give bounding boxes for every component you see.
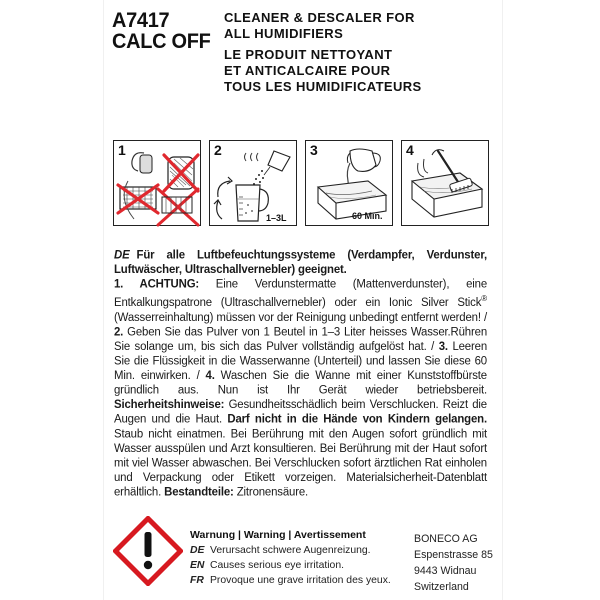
registered-mark: ® <box>481 293 487 304</box>
ingredients-text: Zitronensäure. <box>236 485 309 499</box>
no-mat-no-cartridge-icon <box>114 141 202 227</box>
step-2-caption: 1–3L <box>266 213 287 223</box>
company-name: BONECO AG <box>414 533 478 545</box>
desc-fr-line-3: TOUS LES HUMIDIFICATEURS <box>224 79 422 94</box>
step-1-text: Eine Verdunstermatte (Mattenverdunster), eine Entkalkungspatrone (Ultraschallvernebler) oder ein Ionic Silver Stick <box>114 278 487 310</box>
desc-fr-line-1: LE PRODUIT NETTOYANT <box>224 47 393 62</box>
instructions-text <box>114 248 487 499</box>
company-country: Switzerland <box>414 581 469 593</box>
step-4-label: 4. <box>205 369 215 382</box>
warning-text-en: Causes serious eye irritation. <box>210 560 344 571</box>
hazard-warning-section <box>113 516 493 600</box>
desc-en-line-2: ALL HUMIDIFIERS <box>224 26 344 41</box>
step-1-text-b: (Wasserreinhaltung) müssen vor der Reinigung unbedingt entfernt werden! / <box>114 311 487 324</box>
warning-title: Warnung | Warning | Avertissement <box>190 529 366 541</box>
product-code <box>112 10 211 52</box>
instruction-steps <box>113 140 488 228</box>
brush-tank-icon <box>402 141 490 227</box>
language-code: DE <box>114 249 130 262</box>
safety-text-b: Staub nicht einatmen. Bei Berührung mit den Augen sofort gründlich mit Wasser ausspülen und Arzt konsultieren. Bei Berührung mit der Haut sofort mit viel Wasser abwaschen. Bei Verschlucken sofort ärztlichen Rat einholen und Verpackung oder Etikett vorzeigen. Materialsicherheit-Datenblatt erhältlich. <box>114 427 487 499</box>
company-street: Espenstrasse 85 <box>414 549 493 561</box>
step-4-number: 4 <box>406 142 414 158</box>
safety-label: Sicherheitshinweise: <box>114 398 225 412</box>
step-4 <box>401 140 489 226</box>
step-1-number: 1 <box>118 142 126 158</box>
company-address <box>414 531 493 595</box>
desc-fr-line-2: ET ANTICALCAIRE POUR <box>224 63 391 78</box>
step-3-label: 3. <box>438 340 448 353</box>
step-3-caption: 60 Min. <box>352 211 383 221</box>
warning-line-en <box>190 560 344 571</box>
warning-text-de: Verursacht schwere Augenreizung. <box>210 545 371 556</box>
desc-en-line-1: CLEANER & DESCALER FOR <box>224 10 415 25</box>
step-2-text: Geben Sie das Pulver von 1 Beutel in 1–3 Liter heisses Wasser.Rühren Sie solange um, bis sich das Pulver vollständig aufgelöst hat. / <box>114 325 488 353</box>
product-name: CALC OFF <box>112 30 211 53</box>
step-1 <box>113 140 201 226</box>
step-1-label: 1. ACHTUNG: <box>114 278 200 291</box>
children-warning: Darf nicht in die Hände von Kindern gelangen. <box>227 413 487 426</box>
step-2 <box>209 140 297 226</box>
warning-line-fr <box>190 575 391 586</box>
safety-text: Gesundheitsschädlich beim Verschlucken. Reizt die Augen und die Haut. <box>114 398 487 426</box>
step-3-text: Leeren Sie die Flüssigkeit in die Wasserwanne (Unterteil) und lassen Sie diese 60 Min. einwirken. / <box>114 340 488 382</box>
step-4-text: Waschen Sie die Wanne mit einer Kunststoffbürste gründlich aus. Nun ist Ihr Gerät wieder betriebsbereit. <box>114 369 487 397</box>
instructions-paragraph <box>114 248 487 499</box>
ingredients-label: Bestandteile: <box>164 485 234 499</box>
step-2-label: 2. <box>114 325 124 339</box>
intro-text: Für alle Luftbefeuchtungssysteme (Verdampfer, Verdunster, Luftwäscher, Ultraschallvernebler) geeignet. <box>114 249 487 277</box>
warning-line-de <box>190 545 371 556</box>
step-2-number: 2 <box>214 142 222 158</box>
product-code-number: A7417 <box>112 9 170 32</box>
company-city: 9443 Widnau <box>414 565 477 577</box>
warning-lang-de: DE <box>190 545 205 556</box>
warning-lang-fr: FR <box>190 575 204 586</box>
step-3 <box>305 140 393 226</box>
warning-text-fr: Provoque une grave irritation des yeux. <box>210 575 391 586</box>
ghs-exclamation-icon <box>113 516 183 586</box>
step-3-number: 3 <box>310 142 318 158</box>
product-description <box>224 10 422 95</box>
warning-lang-en: EN <box>190 560 205 571</box>
